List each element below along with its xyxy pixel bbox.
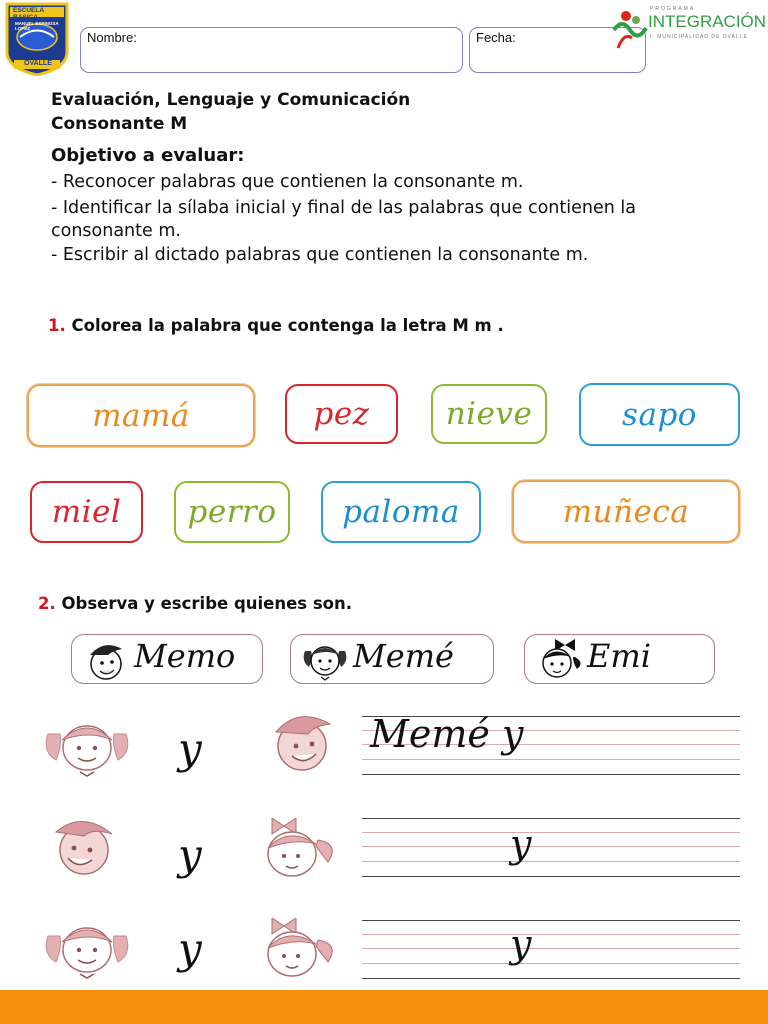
connector-y: y	[178, 724, 202, 773]
boy-face-icon	[52, 812, 118, 878]
boy-face-icon	[82, 637, 130, 683]
word-box-perro[interactable]	[174, 481, 290, 543]
objective-line: consonante m.	[51, 221, 181, 241]
word-box-pez[interactable]	[285, 384, 398, 444]
program-small-label: PROGRAMA	[650, 6, 696, 12]
word-label: paloma	[342, 494, 460, 530]
question-2-heading	[38, 594, 352, 613]
connector-y: y	[178, 830, 202, 879]
footer-bar	[0, 990, 768, 1024]
objective-line: - Escribir al dictado palabras que contienen la consonante m.	[51, 245, 589, 265]
word-box-mama[interactable]	[27, 384, 255, 447]
program-logo	[610, 6, 767, 50]
objective-line: - Reconocer palabras que contienen la consonante m.	[51, 172, 524, 192]
connector-y: y	[178, 924, 202, 973]
girl-bows-face-icon	[258, 918, 340, 980]
girl-pigtails-face-icon	[44, 918, 130, 980]
name-label: Nombre:	[87, 30, 137, 45]
integracion-logo-icon	[610, 8, 650, 50]
school-logo	[4, 2, 70, 76]
program-subtitle: I. MUNICIPALIDAD DE OVALLE	[650, 34, 748, 40]
girl-pigtails-face-icon	[44, 716, 130, 778]
name-tag-label: Memé	[353, 637, 454, 675]
answer-text: Memé y	[370, 712, 524, 756]
word-label: sapo	[622, 396, 697, 433]
question-1-heading	[48, 316, 504, 335]
word-box-paloma[interactable]	[321, 481, 481, 543]
school-name-text: ESCUELA BASICA	[13, 7, 44, 21]
objective-heading: Objetivo a evaluar:	[51, 145, 245, 166]
name-tag-label: Emi	[587, 637, 651, 675]
answer-text: y	[510, 922, 532, 966]
name-tag-label: Memo	[134, 637, 236, 675]
word-label: nieve	[445, 396, 533, 432]
word-label: muñeca	[562, 493, 690, 530]
objective-line: - Identificar la sílaba inicial y final de las palabras que contienen la	[51, 198, 636, 218]
page-title: Evaluación, Lenguaje y Comunicación	[51, 90, 411, 110]
boy-face-icon	[268, 708, 334, 774]
school-full-name-text: MANUEL ESPINOSA LOPEZ	[15, 21, 59, 31]
word-box-muneca[interactable]	[512, 480, 740, 543]
girl-bows-face-icon	[535, 637, 583, 683]
name-tag-meme	[290, 634, 494, 684]
question-number: 1.	[48, 316, 66, 335]
word-label: pez	[313, 396, 370, 432]
program-name: INTEGRACIÓN	[648, 12, 767, 31]
question-text: Observa y escribe quienes son.	[61, 594, 353, 613]
word-label: perro	[187, 494, 277, 530]
answer-text: y	[510, 822, 532, 866]
word-box-nieve[interactable]	[431, 384, 547, 444]
name-field[interactable]	[80, 27, 463, 73]
name-tag-memo	[71, 634, 263, 684]
date-label: Fecha:	[476, 30, 516, 45]
word-label: miel	[51, 494, 122, 530]
school-city-text: OVALLE	[24, 60, 52, 67]
question-text: Colorea la palabra que contenga la letra M m .	[71, 316, 504, 335]
question-number: 2.	[38, 594, 56, 613]
word-box-sapo[interactable]	[579, 383, 740, 446]
word-box-miel[interactable]	[30, 481, 143, 543]
girl-bows-face-icon	[258, 818, 340, 880]
page-subtitle: Consonante M	[51, 114, 188, 134]
word-label: mamá	[92, 397, 190, 434]
girl-pigtails-face-icon	[301, 637, 349, 683]
name-tag-emi	[524, 634, 715, 684]
